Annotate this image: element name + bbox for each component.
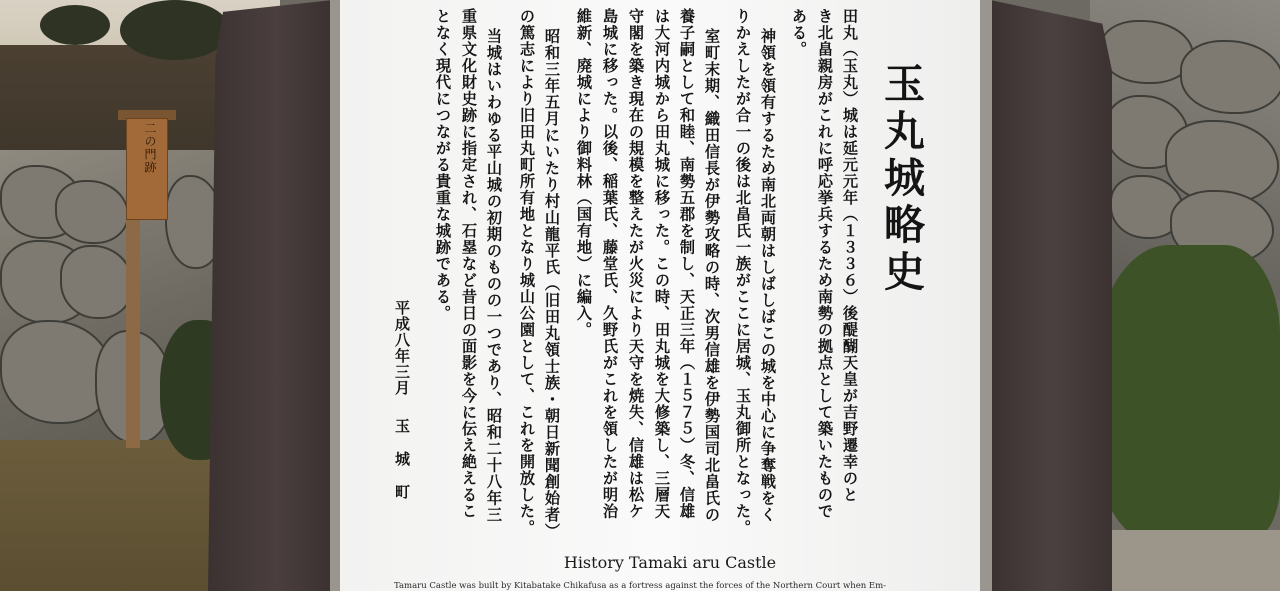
sign-text-column: は大河内城から田丸城に移った。この時、田丸城を大修築し、三層天	[653, 8, 671, 520]
sign-text-column: りかえしたが合一の後は北畠氏一族がここに居城、玉丸御所となった。	[734, 8, 752, 536]
sign-text-column: き北畠親房がこれに呼応挙兵するため南勢の拠点として築いたもので	[816, 8, 834, 520]
frame-post-right	[990, 0, 1112, 591]
stone	[1180, 40, 1280, 114]
sign-text-column: 島城に移った。以後、稲葉氏、藤堂氏、久野氏がこれを領したが明治	[601, 8, 619, 520]
sign-text-column: の篤志により旧田丸町所有地となり城山公園として、これを開放した。	[518, 8, 536, 536]
marker-text: 二の門跡	[143, 122, 157, 174]
tree	[40, 5, 110, 45]
signature-town: 玉城町	[393, 418, 411, 517]
english-title: History Tamaki aru Castle	[563, 553, 777, 572]
signature-date: 平成八年三月	[393, 300, 411, 396]
sign-text-column: となく現代につながる貴重な城跡である。	[434, 8, 452, 322]
sign-text-column: 室町末期、織田信長が伊勢攻略の時、次男信雄を伊勢国司北畠氏の	[703, 28, 721, 523]
ground	[1095, 530, 1280, 591]
frame-post-left	[208, 0, 333, 591]
sign-text-column: 昭和三年五月にいたり村山龍平氏（旧田丸領士族・朝日新聞創始者）	[543, 28, 561, 540]
sign-text-column: ある。	[790, 8, 808, 58]
sign-text-column: 田丸（玉丸）城は延元元年（１３３６）後醍醐天皇が吉野遷幸のと	[841, 8, 859, 503]
sign-text-column: 守閣を築き現在の規模を整えたが火災により天守を焼失、信雄は松ケ	[627, 8, 645, 520]
grass	[0, 440, 230, 591]
sign-title: 玉丸城略史	[877, 62, 925, 297]
sign-text-column: 神領を領有するため南北両朝はしばしばこの城を中心に争奪戦をく	[759, 28, 777, 523]
sign-text-column: 維新、廃城により御料林（国有地）に編入。	[575, 8, 593, 338]
tree	[120, 0, 230, 60]
english-text-line: Tamaru Castle was built by Kitabatake Chikafusa as a fortress against the forces of the Northern Court when Em-	[393, 581, 887, 591]
sign-text-column: 当城はいわゆる平山城の初期のものの一つであり、昭和二十八年三	[485, 28, 503, 523]
sign-text-column: 養子嗣として和睦、南勢五郡を制し、天正三年（１５７５）冬、信雄	[678, 8, 696, 520]
sign-text-column: 重県文化財史跡に指定され、石塁など昔日の面影を今に伝え絶えるこ	[460, 8, 478, 520]
shrub	[1095, 245, 1280, 545]
